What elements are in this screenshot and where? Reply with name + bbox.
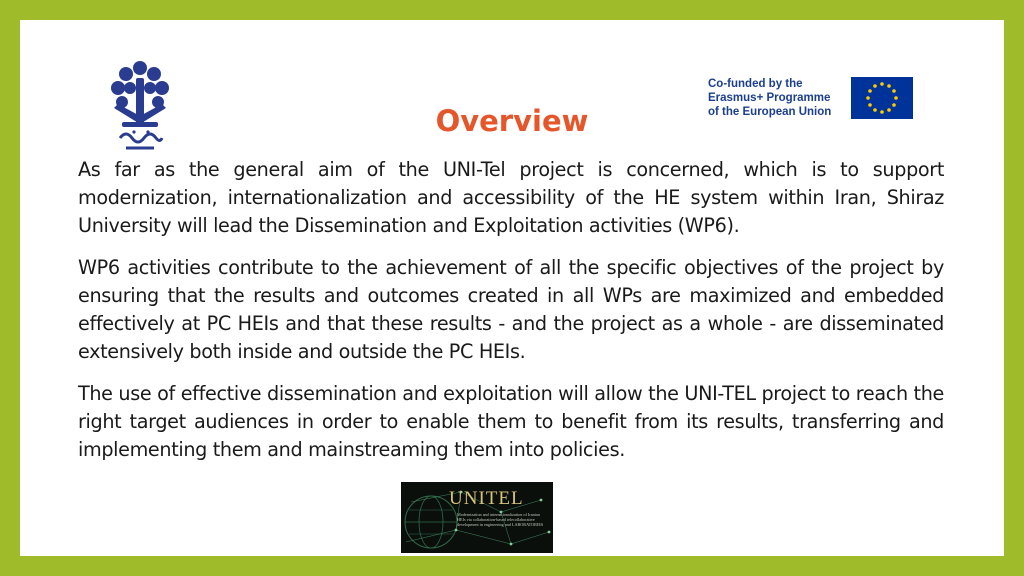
body-text xyxy=(78,156,944,478)
unitel-title: UNITEL xyxy=(449,488,524,509)
paragraph-2: WP6 activities contribute to the achievement of all the specific objectives of the project by ensuring that the results and outcomes created in all WPs are maximized and embedded effectively at PC HEIs and that these results - and the project as a whole - are disseminated extensively both inside and outside the PC HEIs. xyxy=(78,256,944,363)
erasmus-line-1: Co-funded by the xyxy=(708,78,803,90)
paragraph-1: As far as the general aim of the UNI-Tel project is concerned, which is to support modernization, internationalization and accessibility of the HE system within Iran, Shiraz University will lead the Dissemination and Exploitation activities (WP6). xyxy=(78,158,944,237)
slide xyxy=(20,20,1004,556)
paragraph-3: The use of effective dissemination and exploitation will allow the UNI-TEL project to reach the right target audiences in order to enable them to benefit from its results, transferring and implementing them and mainstreaming them into policies. xyxy=(78,382,944,461)
unitel-subtitle: Modernization and internationalization of Iranian HEIs via collaboration-based telecollaborative development in engineering and LABORATORIES xyxy=(457,512,544,527)
erasmus-line-3: of the European Union xyxy=(708,106,832,118)
erasmus-line-2: Erasmus+ Programme xyxy=(708,92,831,104)
unitel-logo xyxy=(401,482,553,553)
page-title: Overview xyxy=(435,104,589,138)
